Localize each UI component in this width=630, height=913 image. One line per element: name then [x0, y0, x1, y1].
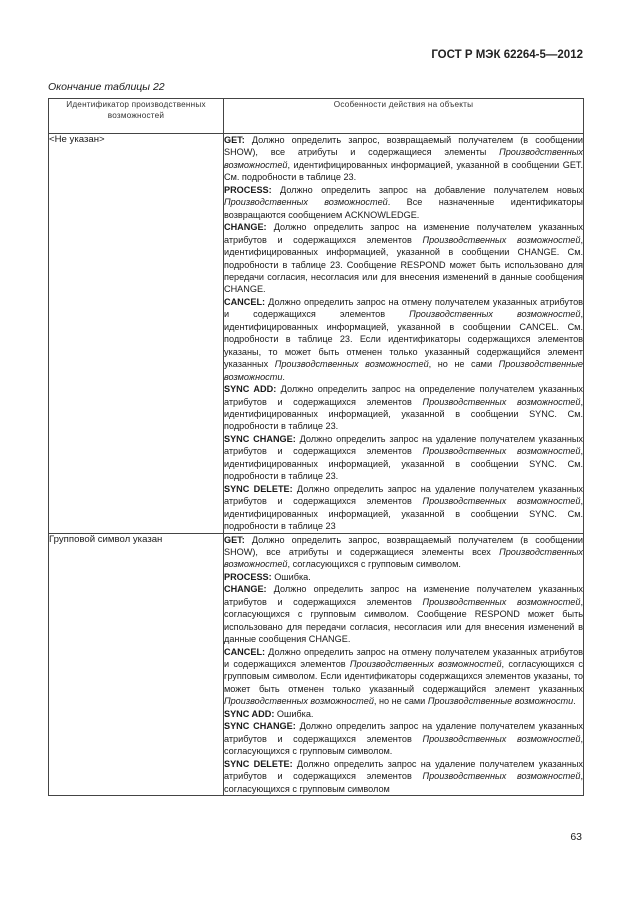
action-keyword: PROCESS:: [224, 184, 272, 195]
entity-term: Производственных возможностей: [422, 446, 581, 457]
action-keyword: CANCEL:: [224, 296, 266, 307]
action-entry: [224, 720, 583, 757]
action-text: Должно определить запрос, возвращаемый получателем (в сообщении SHOW), все атрибуты и содержащиеся элементы: [224, 135, 583, 158]
action-text: , идентифицированных информацией, указанной в сообщении CANCEL. См. подробности в таблице 23. Если идентификаторы содержащихся элементов указаны, то может быть отменен только указанный содержащийся элемент указанных: [224, 309, 583, 370]
action-text: Должно определить запрос на удаление получателем указанных атрибутов и содержащихся элементов: [224, 483, 583, 507]
action-text: Должно определить запрос на удаление получателем указанных атрибутов и содержащихся элементов: [224, 433, 583, 457]
action-entry: [224, 571, 583, 583]
action-text: , согласующихся с групповым символом.: [287, 559, 461, 570]
page-number: 63: [570, 831, 582, 843]
entity-term: Производственных возможностей: [224, 696, 374, 707]
action-entry: [224, 184, 583, 221]
action-text: Должно определить запрос на определение получателем указанных атрибутов и содержащихся элементов: [224, 384, 583, 407]
action-keyword: SYNC CHANGE:: [224, 721, 296, 732]
action-keyword: SYNC CHANGE:: [224, 433, 296, 444]
action-entry: [224, 708, 583, 720]
action-text: , идентифицированных информацией, указанной в сообщении SYNC. См. подробности в таблице 23.: [224, 396, 584, 432]
entity-term: Производственных возможностей: [224, 197, 388, 208]
action-keyword: SYNC ADD:: [224, 384, 277, 395]
action-text: , но не сами: [373, 696, 428, 707]
entity-term: Производственных возможностей: [422, 396, 581, 407]
entity-term: Производственных возможностей: [224, 546, 583, 570]
action-entry: [224, 134, 583, 184]
action-text: Должно определить запрос на удаление получателем указанных атрибутов и содержащихся элементов: [224, 721, 583, 744]
action-text: Должно определить запрос на изменение получателем указанных атрибутов и содержащихся элементов: [224, 584, 583, 607]
action-text: , идентифицированных информацией, указанной в сообщении GET. См. подробности в таблице 23.: [224, 159, 583, 183]
action-keyword: CHANGE:: [224, 584, 267, 595]
action-entry: [224, 583, 583, 645]
entity-term: Производственных возможностей: [422, 596, 581, 607]
table-header-row: [49, 99, 584, 134]
standard-header: ГОСТ Р МЭК 62264-5—2012: [431, 49, 583, 61]
entity-term: Производственные возможности: [427, 696, 574, 707]
action-keyword: PROCESS:: [224, 571, 272, 582]
action-text: Ошибка.: [274, 708, 314, 719]
entity-term: Производственных возможностей: [224, 147, 583, 170]
action-entry: [224, 433, 583, 483]
action-entry: [224, 296, 583, 383]
action-keyword: CANCEL:: [224, 646, 266, 657]
action-text: Ошибка.: [271, 571, 311, 582]
column-header-behavior: Особенности действия на объекты: [224, 99, 584, 134]
action-text: , идентифицированных информацией, указанной в сообщении SYNC. См. подробности в таблице 23.: [224, 446, 584, 482]
action-text: Должно определить запрос на отмену получателем указанных атрибутов и содержащихся элементов: [224, 296, 583, 320]
action-text: . Все назначенные идентификаторы возвращаются сообщением ACKNOWLEDGE.: [224, 197, 583, 220]
action-keyword: SYNC ADD:: [224, 708, 275, 719]
entity-term: Производственных возможностей: [422, 771, 581, 782]
entity-term: Производственных возможностей: [349, 659, 502, 670]
row-description: [224, 533, 584, 796]
action-text: , согласующихся с групповым символом.: [224, 733, 584, 757]
row-description: [224, 134, 584, 534]
action-text: , но не сами: [428, 359, 499, 370]
action-text: .: [282, 371, 285, 382]
table-row: [49, 533, 584, 796]
entity-term: Производственные возможности: [224, 359, 583, 382]
action-text: Должно определить запрос на изменение получателем указанных атрибутов и содержащихся элементов: [224, 222, 583, 245]
entity-term: Производственных возможностей: [274, 359, 429, 370]
action-entry: [224, 534, 583, 571]
table-row: [49, 134, 584, 534]
action-text: , согласующихся с групповым символом: [224, 771, 584, 794]
entity-term: Производственных возможностей: [422, 496, 581, 507]
row-identifier: Групповой символ указан: [49, 533, 224, 796]
action-text: .: [573, 696, 576, 707]
action-keyword: SYNC DELETE:: [224, 483, 293, 494]
action-text: Должно определить запрос на отмену получателем указанных атрибутов и содержащихся элементов: [224, 646, 583, 670]
action-text: Должно определить запрос на добавление получателем новых: [271, 184, 583, 195]
action-text: , согласующихся с групповым символом. Если идентификаторы содержащихся элементов указаны, то может быть отменен только указанный содержащийся элемент указанных: [224, 659, 583, 694]
action-text: , идентифицированных информацией, указанной в сообщении CHANGE. См. подробности в таблице 23. Сообщение RESPOND может быть использовано для передачи согласия, несогласия или для внесения изменений в данные сообщения CHANGE.: [224, 234, 584, 295]
table-caption: Окончание таблицы 22: [48, 81, 165, 93]
action-entry: [224, 383, 583, 433]
action-entry: [224, 221, 583, 296]
row-identifier: <Не указан>: [49, 134, 224, 534]
action-entry: [224, 758, 583, 795]
action-entry: [224, 646, 583, 708]
column-header-identifier: Идентификатор производственных возможностей: [49, 99, 224, 134]
requirements-table: [48, 98, 584, 796]
action-keyword: GET:: [224, 135, 245, 145]
action-text: , согласующихся с групповым символом. Сообщение RESPOND может быть использовано для передачи согласия, несогласия или для внесения изменений в данные сообщения CHANGE.: [224, 596, 584, 645]
action-keyword: GET:: [224, 534, 245, 545]
action-text: Должно определить запрос на удаление получателем указанных атрибутов и содержащихся элементов: [224, 758, 583, 782]
action-text: , идентифицированных информацией, указанной в сообщении SYNC. См. подробности в таблице 23: [224, 496, 584, 532]
action-entry: [224, 483, 583, 533]
entity-term: Производственных возможностей: [422, 733, 581, 744]
action-keyword: SYNC DELETE:: [224, 758, 293, 769]
entity-term: Производственных возможностей: [422, 234, 581, 245]
action-text: Должно определить запрос, возвращаемый получателем (в сообщении SHOW), все атрибуты и содержащиеся элементы всех: [224, 534, 583, 557]
action-keyword: CHANGE:: [224, 222, 267, 233]
entity-term: Производственных возможностей: [409, 309, 581, 320]
